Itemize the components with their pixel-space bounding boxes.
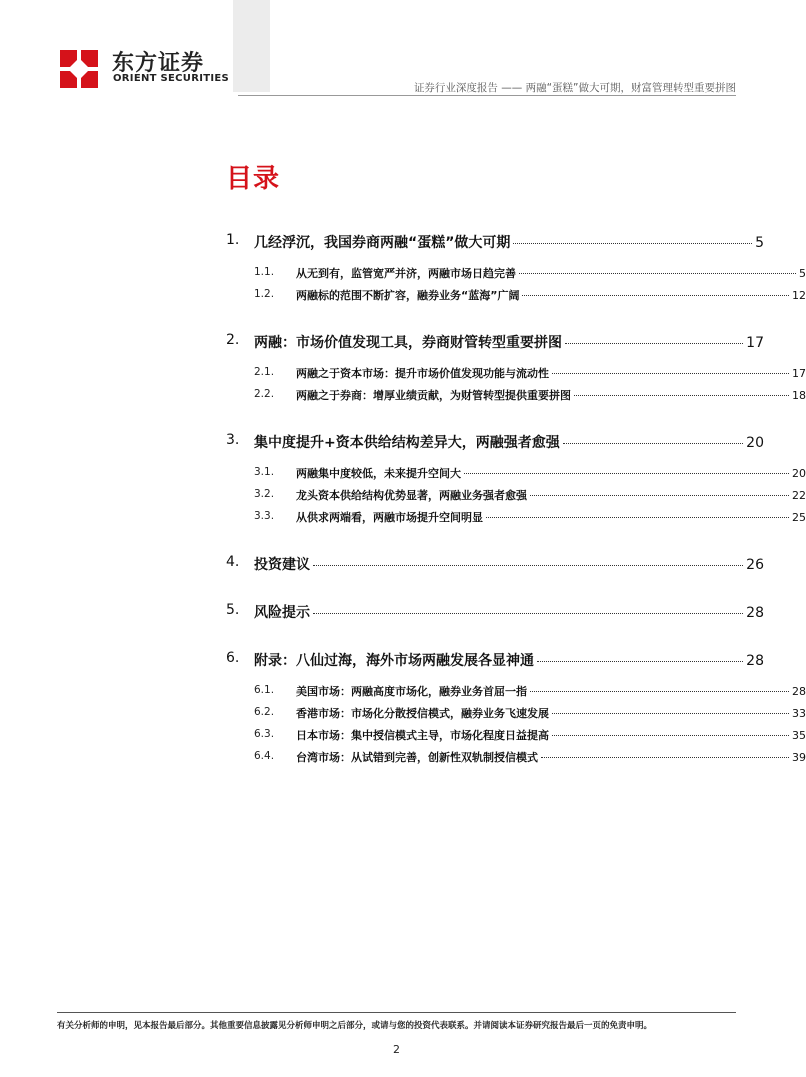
toc-leader-dots	[541, 757, 789, 758]
toc-subsection-page: 22	[792, 489, 806, 502]
toc-leader-dots	[486, 517, 789, 518]
toc-section-label[interactable]: 附录：八仙过海，海外市场两融发展各显神通	[254, 653, 534, 669]
toc-subsection-label[interactable]: 两融之于资本市场：提升市场价值发现功能与流动性	[296, 367, 549, 380]
footer-disclaimer: 有关分析师的申明，见本报告最后部分。其他重要信息披露见分析师申明之后部分，或请与您的投资代表联系。并请阅读本证券研究报告最后一页的免责申明。	[57, 1021, 653, 1031]
toc-leader-dots	[552, 713, 789, 714]
toc-subsection[interactable]	[226, 386, 806, 404]
toc-section-number: 1.	[226, 232, 240, 248]
toc-subsection-number: 2.1.	[254, 366, 275, 378]
report-header-title: 证券行业深度报告 —— 两融“蛋糕”做大可期，财富管理转型重要拼图	[413, 82, 736, 94]
toc-section-number: 6.	[226, 650, 240, 666]
toc-subsection-page: 35	[792, 729, 806, 742]
toc-subsection-label[interactable]: 两融标的范围不断扩容，融券业务“蓝海”广阔	[296, 289, 520, 302]
toc-leader-dots	[552, 373, 789, 374]
page-number: 2	[393, 1043, 400, 1056]
toc-section[interactable]	[226, 650, 764, 670]
toc-section-page: 26	[746, 557, 764, 573]
toc-subsection[interactable]	[226, 704, 806, 722]
toc-leader-dots	[565, 343, 743, 344]
toc-subsection[interactable]	[226, 682, 806, 700]
toc-leader-dots	[522, 295, 789, 296]
toc-subsection-page: 39	[792, 751, 806, 764]
company-logo	[56, 46, 230, 90]
toc-leader-dots	[574, 395, 789, 396]
toc-subsection[interactable]	[226, 486, 806, 504]
toc-section-number: 4.	[226, 554, 240, 570]
toc-section-page: 20	[746, 435, 764, 451]
toc-section-page: 5	[755, 235, 764, 251]
toc-subsection-number: 3.2.	[254, 488, 275, 500]
footer-divider	[57, 1012, 736, 1013]
toc-subsection-page: 12	[792, 289, 806, 302]
toc-subsection-label[interactable]: 两融之于券商：增厚业绩贡献，为财管转型提供重要拼图	[296, 389, 571, 402]
toc-section-label[interactable]: 风险提示	[254, 605, 310, 621]
toc-subsection-label[interactable]: 从供求两端看，两融市场提升空间明显	[296, 511, 483, 524]
toc-subsection-page: 5	[799, 267, 806, 280]
toc-subsection-page: 28	[792, 685, 806, 698]
toc-leader-dots	[552, 735, 789, 736]
toc-section-number: 5.	[226, 602, 240, 618]
toc-subsection[interactable]	[226, 464, 806, 482]
brand-name-cn: 东方证券	[112, 51, 205, 76]
orient-logo-icon	[56, 46, 102, 92]
toc-section[interactable]	[226, 432, 764, 452]
toc-leader-dots	[530, 495, 789, 496]
toc-subsection-page: 33	[792, 707, 806, 720]
toc-subsection-label[interactable]: 龙头资本供给结构优势显著，两融业务强者愈强	[296, 489, 527, 502]
header-divider	[238, 95, 736, 96]
toc-subsection-label[interactable]: 日本市场：集中授信模式主导，市场化程度日益提高	[296, 729, 549, 742]
toc-leader-dots	[537, 661, 743, 662]
toc-subsection[interactable]	[226, 364, 806, 382]
toc-leader-dots	[530, 691, 789, 692]
brand-name-en: ORIENT SECURITIES	[113, 73, 230, 84]
toc-subsection-number: 3.1.	[254, 466, 275, 478]
toc-subsection-label[interactable]: 两融集中度较低，未来提升空间大	[296, 467, 461, 480]
toc-section-number: 2.	[226, 332, 240, 348]
toc-title: 目录	[226, 164, 281, 194]
toc-subsection-page: 18	[792, 389, 806, 402]
header-gray-band	[233, 0, 270, 92]
toc-subsection-label[interactable]: 美国市场：两融高度市场化，融券业务首屈一指	[296, 685, 527, 698]
toc-section[interactable]	[226, 554, 764, 574]
table-of-contents	[226, 232, 806, 766]
toc-subsection-page: 20	[792, 467, 806, 480]
toc-leader-dots	[563, 443, 743, 444]
toc-section-label[interactable]: 投资建议	[254, 557, 310, 573]
toc-leader-dots	[513, 243, 752, 244]
toc-subsection-label[interactable]: 香港市场：市场化分散授信模式，融券业务飞速发展	[296, 707, 549, 720]
toc-leader-dots	[519, 273, 796, 274]
toc-leader-dots	[313, 613, 743, 614]
toc-subsection[interactable]	[226, 726, 806, 744]
toc-section-number: 3.	[226, 432, 240, 448]
toc-subsection-number: 3.3.	[254, 510, 275, 522]
toc-section-label[interactable]: 集中度提升+资本供给结构差异大，两融强者愈强	[254, 435, 560, 451]
toc-subsection[interactable]	[226, 286, 806, 304]
toc-section-label[interactable]: 几经浮沉，我国券商两融“蛋糕”做大可期	[254, 235, 511, 251]
toc-section-page: 28	[746, 605, 764, 621]
toc-subsection-number: 6.1.	[254, 684, 275, 696]
toc-section-label[interactable]: 两融：市场价值发现工具，券商财管转型重要拼图	[254, 335, 562, 351]
toc-subsection-page: 25	[792, 511, 806, 524]
toc-section[interactable]	[226, 602, 764, 622]
toc-section-page: 28	[746, 653, 764, 669]
toc-subsection-page: 17	[792, 367, 806, 380]
toc-subsection-number: 6.2.	[254, 706, 275, 718]
toc-subsection-number: 1.2.	[254, 288, 275, 300]
toc-leader-dots	[464, 473, 789, 474]
toc-subsection-number: 6.4.	[254, 750, 275, 762]
toc-leader-dots	[313, 565, 743, 566]
toc-section-page: 17	[746, 335, 764, 351]
toc-subsection-number: 6.3.	[254, 728, 275, 740]
toc-subsection-number: 2.2.	[254, 388, 275, 400]
toc-section[interactable]	[226, 332, 764, 352]
toc-subsection-label[interactable]: 台湾市场：从试错到完善，创新性双轨制授信模式	[296, 751, 538, 764]
toc-subsection[interactable]	[226, 748, 806, 766]
toc-subsection[interactable]	[226, 508, 806, 526]
toc-subsection-label[interactable]: 从无到有，监管宽严并济，两融市场日趋完善	[296, 267, 516, 280]
toc-subsection-number: 1.1.	[254, 266, 275, 278]
toc-section[interactable]	[226, 232, 764, 252]
toc-subsection[interactable]	[226, 264, 806, 282]
